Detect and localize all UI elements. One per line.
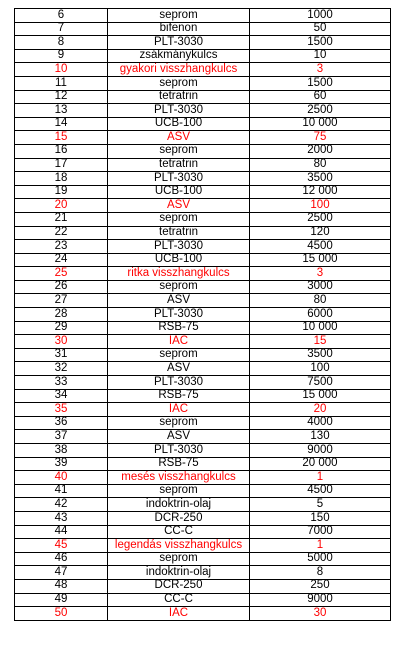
level-cell: 6 [15,9,108,23]
item-cell: DCR-250 [108,511,250,525]
table-row [15,552,391,566]
level-cell: 29 [15,321,108,335]
table-row [15,525,391,539]
table-row [15,280,391,294]
level-cell: 7 [15,22,108,36]
table-row [15,36,391,50]
level-cell: 23 [15,240,108,254]
level-cell: 30 [15,335,108,349]
table-row [15,403,391,417]
item-cell: RSB-75 [108,321,250,335]
level-cell: 50 [15,607,108,621]
item-cell: seprom [108,9,250,23]
item-cell: seprom [108,416,250,430]
item-cell: ASV [108,294,250,308]
level-cell: 48 [15,579,108,593]
table-row [15,511,391,525]
table-row [15,348,391,362]
table-row [15,226,391,240]
item-cell: RSB-75 [108,389,250,403]
level-cell: 47 [15,566,108,580]
amount-cell: 20 [250,403,391,417]
amount-cell: 30 [250,607,391,621]
table-row [15,457,391,471]
level-cell: 11 [15,76,108,90]
level-cell: 24 [15,253,108,267]
amount-cell: 10 000 [250,321,391,335]
reward-table-body [15,9,391,621]
table-row [15,430,391,444]
item-cell: UCB-100 [108,185,250,199]
item-cell: zsákmánykulcs [108,49,250,63]
amount-cell: 8 [250,566,391,580]
amount-cell: 120 [250,226,391,240]
item-cell: tetratrin [108,226,250,240]
level-cell: 31 [15,348,108,362]
amount-cell: 6000 [250,308,391,322]
amount-cell: 60 [250,90,391,104]
item-cell: PLT-3030 [108,444,250,458]
level-cell: 42 [15,498,108,512]
item-cell: mesés visszhangkulcs [108,471,250,485]
item-cell: PLT-3030 [108,172,250,186]
table-row [15,22,391,36]
amount-cell: 3500 [250,348,391,362]
level-cell: 15 [15,131,108,145]
item-cell: seprom [108,144,250,158]
table-row [15,484,391,498]
table-row [15,117,391,131]
amount-cell: 9000 [250,593,391,607]
item-cell: CC-C [108,593,250,607]
table-row [15,362,391,376]
table-row [15,76,391,90]
level-cell: 10 [15,63,108,77]
reward-table [14,8,391,621]
table-row [15,539,391,553]
level-cell: 21 [15,212,108,226]
level-cell: 16 [15,144,108,158]
item-cell: seprom [108,348,250,362]
item-cell: seprom [108,280,250,294]
amount-cell: 12 000 [250,185,391,199]
table-row [15,158,391,172]
table-row [15,607,391,621]
amount-cell: 5 [250,498,391,512]
amount-cell: 9000 [250,444,391,458]
item-cell: PLT-3030 [108,36,250,50]
table-row [15,63,391,77]
table-row [15,185,391,199]
item-cell: legendás visszhangkulcs [108,539,250,553]
table-row [15,335,391,349]
amount-cell: 80 [250,294,391,308]
level-cell: 45 [15,539,108,553]
item-cell: UCB-100 [108,253,250,267]
level-cell: 33 [15,376,108,390]
amount-cell: 1 [250,539,391,553]
amount-cell: 15 000 [250,389,391,403]
table-row [15,90,391,104]
level-cell: 46 [15,552,108,566]
table-row [15,321,391,335]
level-cell: 41 [15,484,108,498]
amount-cell: 3 [250,63,391,77]
level-cell: 32 [15,362,108,376]
amount-cell: 10 000 [250,117,391,131]
table-row [15,294,391,308]
item-cell: tetratrin [108,158,250,172]
level-cell: 17 [15,158,108,172]
level-cell: 26 [15,280,108,294]
level-cell: 9 [15,49,108,63]
table-row [15,131,391,145]
amount-cell: 130 [250,430,391,444]
level-cell: 28 [15,308,108,322]
table-row [15,267,391,281]
table-row [15,9,391,23]
item-cell: ASV [108,131,250,145]
amount-cell: 3 [250,267,391,281]
amount-cell: 75 [250,131,391,145]
table-row [15,308,391,322]
amount-cell: 80 [250,158,391,172]
table-row [15,144,391,158]
table-row [15,389,391,403]
level-cell: 34 [15,389,108,403]
amount-cell: 3500 [250,172,391,186]
amount-cell: 2000 [250,144,391,158]
table-row [15,498,391,512]
item-cell: seprom [108,552,250,566]
level-cell: 37 [15,430,108,444]
item-cell: seprom [108,484,250,498]
amount-cell: 1000 [250,9,391,23]
item-cell: PLT-3030 [108,308,250,322]
item-cell: seprom [108,76,250,90]
level-cell: 20 [15,199,108,213]
level-cell: 14 [15,117,108,131]
item-cell: bifenon [108,22,250,36]
amount-cell: 1500 [250,36,391,50]
item-cell: indoktrin-olaj [108,566,250,580]
item-cell: CC-C [108,525,250,539]
item-cell: IAC [108,607,250,621]
amount-cell: 7500 [250,376,391,390]
level-cell: 49 [15,593,108,607]
table-row [15,212,391,226]
table-row [15,444,391,458]
level-cell: 36 [15,416,108,430]
item-cell: gyakori visszhangkulcs [108,63,250,77]
table-row [15,104,391,118]
item-cell: ASV [108,362,250,376]
level-cell: 19 [15,185,108,199]
level-cell: 13 [15,104,108,118]
amount-cell: 5000 [250,552,391,566]
level-cell: 38 [15,444,108,458]
item-cell: DCR-250 [108,579,250,593]
amount-cell: 2500 [250,104,391,118]
level-cell: 40 [15,471,108,485]
amount-cell: 15 [250,335,391,349]
item-cell: IAC [108,403,250,417]
table-row [15,199,391,213]
amount-cell: 4500 [250,240,391,254]
item-cell: RSB-75 [108,457,250,471]
amount-cell: 2500 [250,212,391,226]
amount-cell: 4000 [250,416,391,430]
table-row [15,172,391,186]
level-cell: 25 [15,267,108,281]
table-row [15,49,391,63]
table-row [15,579,391,593]
amount-cell: 100 [250,199,391,213]
item-cell: PLT-3030 [108,376,250,390]
amount-cell: 100 [250,362,391,376]
level-cell: 18 [15,172,108,186]
table-row [15,471,391,485]
level-cell: 8 [15,36,108,50]
amount-cell: 15 000 [250,253,391,267]
amount-cell: 1500 [250,76,391,90]
item-cell: indoktrin-olaj [108,498,250,512]
level-cell: 22 [15,226,108,240]
amount-cell: 50 [250,22,391,36]
level-cell: 27 [15,294,108,308]
amount-cell: 20 000 [250,457,391,471]
item-cell: tetratrin [108,90,250,104]
item-cell: PLT-3030 [108,104,250,118]
table-row [15,416,391,430]
table-row [15,566,391,580]
table-row [15,240,391,254]
item-cell: ritka visszhangkulcs [108,267,250,281]
amount-cell: 7000 [250,525,391,539]
amount-cell: 10 [250,49,391,63]
amount-cell: 250 [250,579,391,593]
item-cell: IAC [108,335,250,349]
level-cell: 39 [15,457,108,471]
item-cell: seprom [108,212,250,226]
item-cell: ASV [108,430,250,444]
item-cell: ASV [108,199,250,213]
item-cell: UCB-100 [108,117,250,131]
level-cell: 43 [15,511,108,525]
amount-cell: 150 [250,511,391,525]
amount-cell: 4500 [250,484,391,498]
amount-cell: 3000 [250,280,391,294]
level-cell: 12 [15,90,108,104]
amount-cell: 1 [250,471,391,485]
table-row [15,253,391,267]
level-cell: 44 [15,525,108,539]
table-row [15,593,391,607]
table-row [15,376,391,390]
item-cell: PLT-3030 [108,240,250,254]
level-cell: 35 [15,403,108,417]
